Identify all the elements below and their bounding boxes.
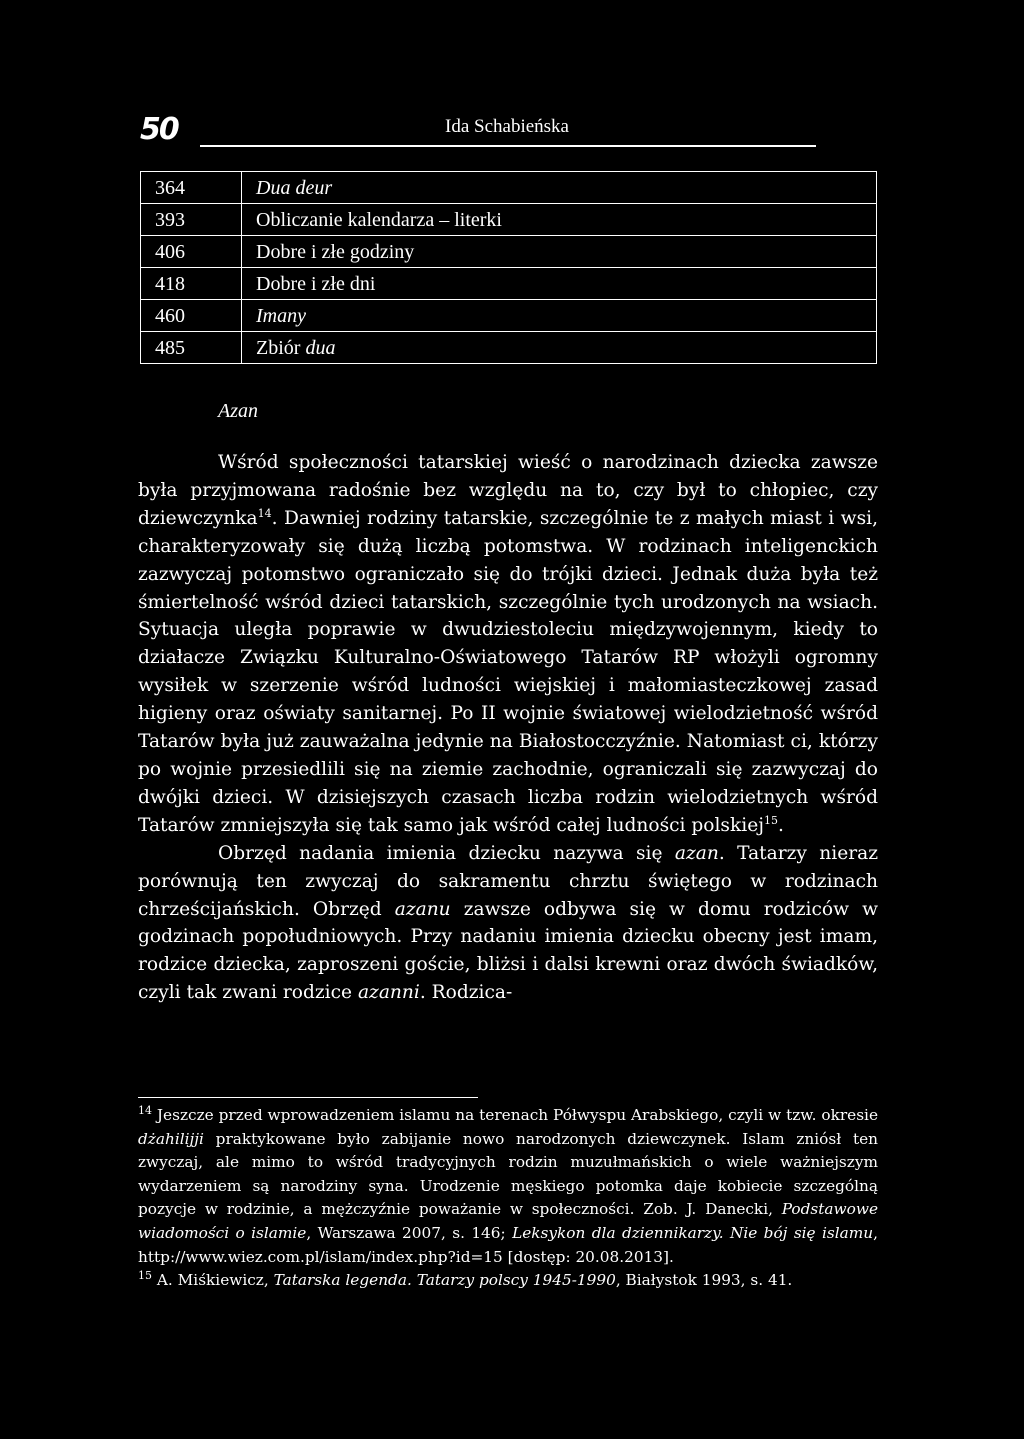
footnote-rule — [138, 1097, 478, 1098]
row-title: Dobre i złe dni — [242, 268, 877, 300]
row-title: Imany — [242, 300, 877, 332]
footnotes — [138, 1104, 878, 1293]
table-row — [141, 300, 877, 332]
text-run: Obrzęd nadania imienia dziecku nazywa się — [218, 842, 675, 864]
header-rule — [200, 145, 816, 147]
running-head-author: Ida Schabieńska — [445, 116, 569, 137]
row-title: Dua deur — [242, 172, 877, 204]
italic-term: dżahilijji — [138, 1129, 204, 1148]
page-number: 50 — [140, 112, 178, 147]
row-title — [242, 332, 877, 364]
italic-term: azanni — [357, 982, 420, 1004]
row-title-prefix: Zbiór — [256, 336, 306, 359]
row-title-italic: dua — [305, 336, 336, 359]
italic-title: Leksykon dla dziennikarzy. Nie bój się islamu — [512, 1223, 874, 1242]
italic-term: azan — [674, 842, 719, 864]
text-run: . Dawniej rodziny tatarskie, szczególnie te z małych miast i wsi, charakteryzowały się dużą liczbą potomstwa. W rodzinach inteligenckich zazwyczaj potomstwo ograniczało się do trójki dzieci. Jednak duża była też śmiertelność wśród dzieci tatarskich, szczególnie tych urodzonych na wsiach. Sytuacja uległa poprawie w dwudziestoleciu międzywojennym, kiedy to działacze Związku Kulturalno-Oświatowego Tatarów RP włożyli ogromny wysiłek w szerzenie wśród ludności wiejskiej i małomiasteczkowej zasad higieny oraz oświaty sanitarnej. Po II wojnie światowej wielodzietność wśród Tatarów była już zauważalna jedynie na Białostocczyźnie. Natomiast ci, którzy po wojnie przesiedlili się na ziemie zachodnie, ograniczali się zazwyczaj do dwójki dzieci. W dzisiejszych czasach liczba rodzin wielodzietnych wśród Tatarów zmniejszyła się tak samo jak wśród całej ludności polskiej — [138, 507, 878, 836]
row-number: 406 — [141, 236, 242, 268]
row-number: 460 — [141, 300, 242, 332]
paragraph — [138, 840, 878, 1007]
table-row — [141, 268, 877, 300]
table-row — [141, 172, 877, 204]
footnote-15 — [138, 1269, 878, 1293]
text-run: . Rodzica- — [419, 982, 513, 1004]
footnote-number: 14 — [138, 1103, 152, 1117]
footnote-number: 15 — [138, 1269, 152, 1283]
body-text — [138, 449, 878, 1007]
text-run: . Tatarzy nieraz porównują ten zwyczaj do sakramentu chrztu świętego w rodzinach chrześcijańskich. Obrzęd — [138, 842, 878, 920]
contents-table — [140, 171, 877, 364]
footnote-ref: 15 — [763, 813, 778, 827]
footnote-14 — [138, 1104, 878, 1269]
text-run: Jeszcze przed wprowadzeniem islamu na terenach Półwyspu Arabskiego, czyli w tzw. okresie — [152, 1106, 878, 1124]
text-run: . — [777, 814, 784, 836]
table-row — [141, 204, 877, 236]
italic-title: Podstawowe wiadomości o islamie — [138, 1200, 878, 1242]
row-number: 485 — [141, 332, 242, 364]
row-number: 393 — [141, 204, 242, 236]
footnote-ref: 14 — [257, 506, 272, 520]
text-run: Wśród społeczności tatarskiej wieść o narodzinach dziecka zawsze była przyjmowana radośnie bez względu na to, czy był to chłopiec, czy dziewczynka — [138, 452, 878, 529]
row-title: Dobre i złe godziny — [242, 236, 877, 268]
row-title: Obliczanie kalendarza – literki — [242, 204, 877, 236]
text-run: , Białystok 1993, s. 41. — [615, 1271, 793, 1290]
paragraph — [138, 449, 878, 840]
text-run: zawsze odbywa się w domu rodziców w godzinach popołudniowych. Przy nadaniu imienia dziecku obecny jest imam, rodzice dziecka, zaproszeni goście, bliżsi i dalsi krewni oraz dwóch świadków, czyli tak zwani rodzice — [138, 898, 879, 1004]
text-run: , http://www.wiez.com.pl/islam/index.php?id=15 [dostęp: 20.08.2013]. — [138, 1223, 878, 1266]
italic-term: azanu — [394, 898, 451, 920]
row-number: 364 — [141, 172, 242, 204]
row-number: 418 — [141, 268, 242, 300]
italic-title: Tatarska legenda. Tatarzy polscy 1945-1990 — [273, 1271, 616, 1290]
text-run: , Warszawa 2007, s. 146; — [306, 1223, 513, 1242]
section-heading: Azan — [218, 400, 258, 422]
text-run: praktykowane było zabijanie nowo narodzonych dziewczynek. Islam zniósł ten zwyczaj, ale mimo to wśród tradycyjnych rodzin muzułmańskich o wiele ważniejszym wydarzeniem są narodziny syna. Urodzenie męskiego potomka daje kobiecie szczególną pozycje w rodzinie, a mężczyźnie poważanie w społeczności. Zob. J. Danecki, — [138, 1129, 878, 1219]
table-row — [141, 236, 877, 268]
table-row — [141, 332, 877, 364]
text-run: A. Miśkiewicz, — [152, 1271, 274, 1290]
